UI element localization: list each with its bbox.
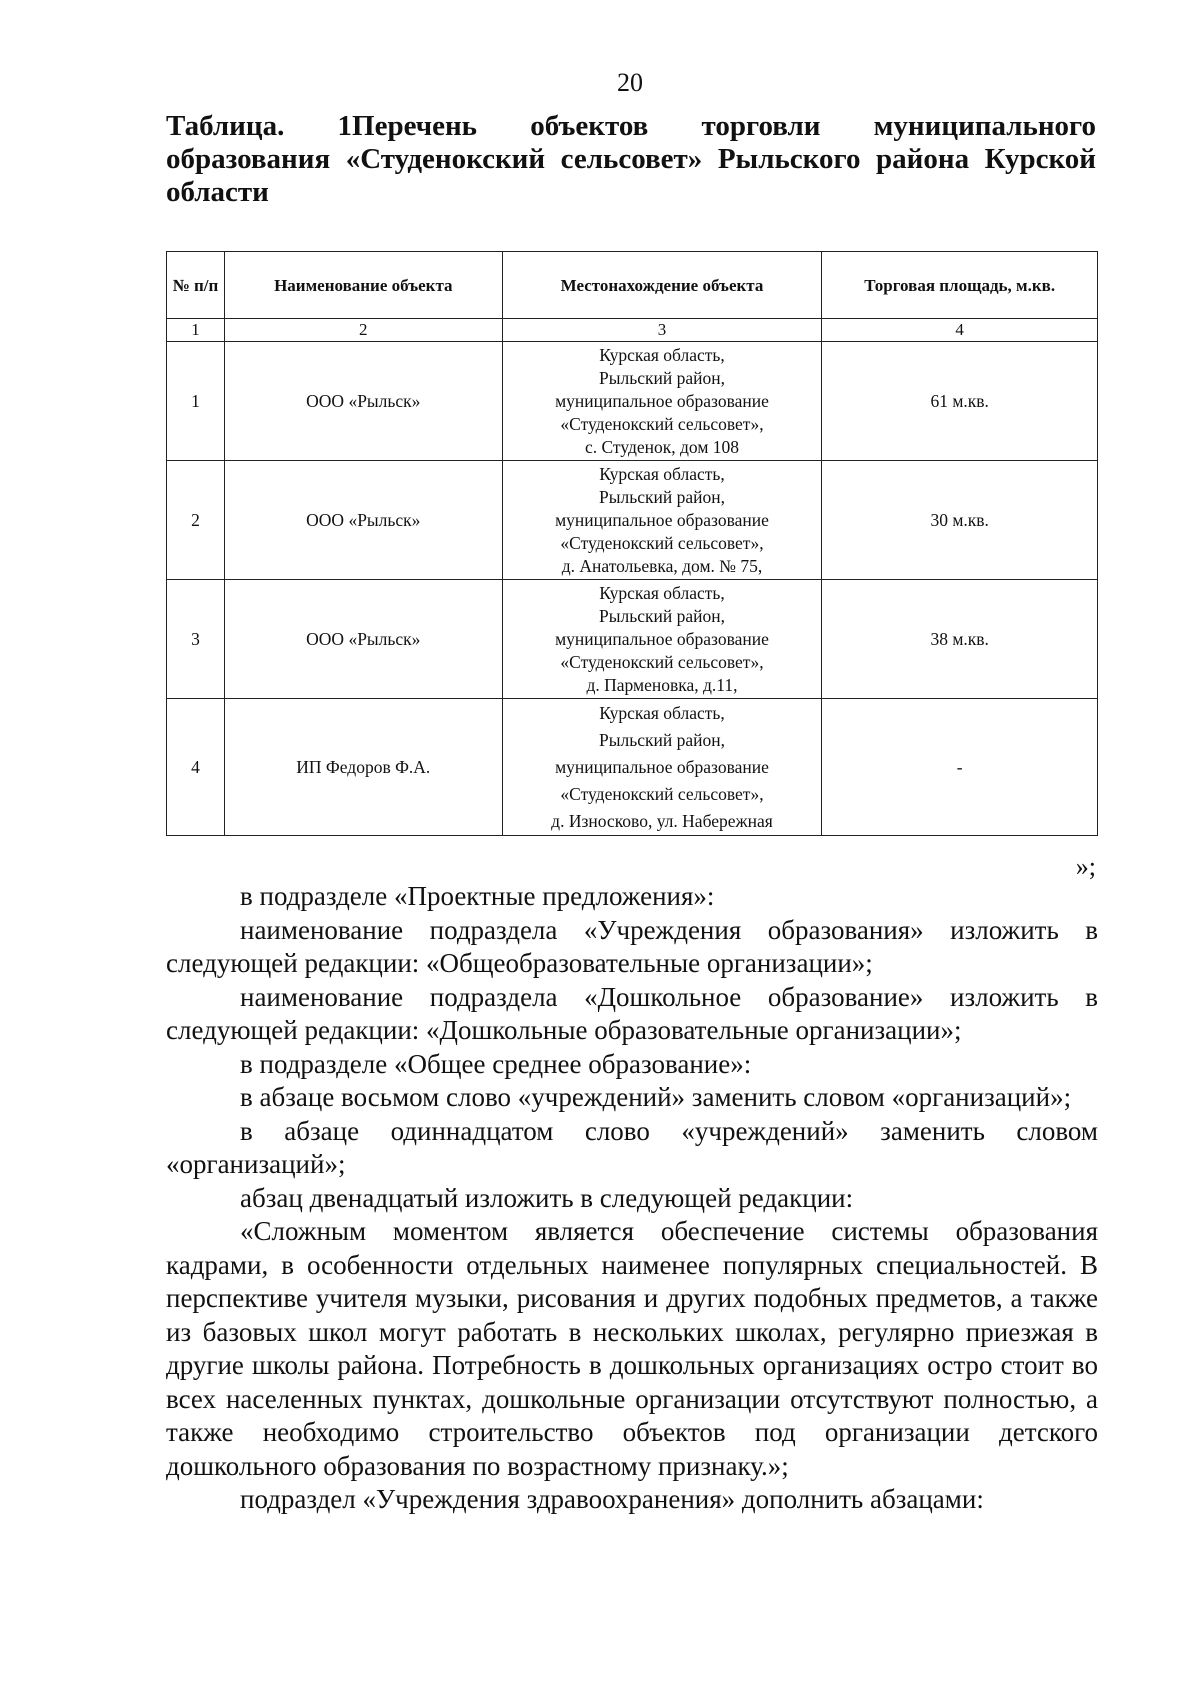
title-line: образования «Студенокский сельсовет» Рыльского района Курской xyxy=(166,143,1096,175)
table-row xyxy=(167,580,1098,699)
trade-objects-table xyxy=(166,251,1098,836)
location-line: Рыльский район, xyxy=(599,486,725,507)
location-line: «Студенокский сельсовет», xyxy=(560,651,764,672)
table-row xyxy=(167,461,1098,580)
paragraph: наименование подраздела «Учреждения образования» изложить в следующей редакции: «Общеобразовательные организации»; xyxy=(166,914,1098,978)
row-number: 1 xyxy=(167,342,225,461)
location-line: муниципальное образование xyxy=(555,628,769,649)
paragraph: наименование подраздела «Дошкольное образование» изложить в следующей редакции: «Дошкольные образовательные организации»; xyxy=(166,981,1098,1045)
paragraph: в абзаце одиннадцатом слово «учреждений» заменить словом «организаций»; xyxy=(166,1115,1098,1179)
location-line: Рыльский район, xyxy=(599,605,725,626)
body-text xyxy=(166,880,1098,1517)
paragraph: в абзаце восьмом слово «учреждений» заменить словом «организаций»; xyxy=(240,1082,1072,1112)
location-line: муниципальное образование xyxy=(555,390,769,411)
column-number: 4 xyxy=(822,319,1098,342)
row-number: 3 xyxy=(167,580,225,699)
object-name: ООО «Рыльск» xyxy=(224,342,502,461)
column-number: 1 xyxy=(167,319,225,342)
location-line: д. Парменовка, д.11, xyxy=(586,674,738,695)
location-line: Курская область, xyxy=(599,702,725,723)
object-area: - xyxy=(822,699,1098,836)
location-line: «Студенокский сельсовет», xyxy=(560,413,764,434)
paragraph: подраздел «Учреждения здравоохранения» дополнить абзацами: xyxy=(240,1484,984,1514)
object-name: ООО «Рыльск» xyxy=(224,580,502,699)
row-number: 4 xyxy=(167,699,225,836)
page-number: 20 xyxy=(617,68,643,97)
location-line: д. Износково, ул. Набережная xyxy=(551,810,773,831)
location-line: муниципальное образование xyxy=(555,756,769,777)
paragraph: абзац двенадцатый изложить в следующей редакции: xyxy=(240,1182,854,1213)
header-location: Местонахождение объекта xyxy=(502,252,822,319)
column-number: 2 xyxy=(224,319,502,342)
location-line: Рыльский район, xyxy=(599,729,725,750)
title-line: области xyxy=(166,176,269,208)
header-name: Наименование объекта xyxy=(224,252,502,319)
location-line: Курская область, xyxy=(599,344,725,365)
location-line: Рыльский район, xyxy=(599,367,725,388)
location-line: Курская область, xyxy=(599,582,725,603)
location-line: муниципальное образование xyxy=(555,509,769,530)
header-area: Торговая площадь, м.кв. xyxy=(822,252,1098,319)
location-line: д. Анатольевка, дом. № 75, xyxy=(561,555,763,576)
table-row xyxy=(167,342,1098,461)
paragraph: в подразделе «Общее среднее образование»: xyxy=(240,1048,752,1079)
object-location xyxy=(502,461,822,580)
object-location xyxy=(502,342,822,461)
object-area: 30 м.кв. xyxy=(822,461,1098,580)
header-number: № п/п xyxy=(167,252,225,319)
object-location xyxy=(502,580,822,699)
location-line: с. Студенок, дом 108 xyxy=(584,436,740,457)
object-area: 38 м.кв. xyxy=(822,580,1098,699)
closing-quote: »; xyxy=(1075,852,1096,881)
row-number: 2 xyxy=(167,461,225,580)
table-row xyxy=(167,699,1098,836)
paragraph: «Сложным моментом является обеспечение системы образования кадрами, в особенности отдельных наименее популярных специальностей. В перспективе учителя музыки, рисования и других подобных предметов, а также из базовых школ могут работать в нескольких школах, регулярно приезжая в другие школы района. Потребность в дошкольных организациях остро стоит во всех населенных пунктах, дошкольные организации отсутствуют полностью, а также необходимо строительство объектов под организации детского дошкольного образования по возрастному признаку.»; xyxy=(166,1216,1098,1481)
column-number-row xyxy=(167,319,1098,342)
location-line: «Студенокский сельсовет», xyxy=(560,783,764,804)
paragraph: в подразделе «Проектные предложения»: xyxy=(240,881,715,911)
object-area: 61 м.кв. xyxy=(822,342,1098,461)
title-line: Таблица. 1Перечень объектов торговли муниципального xyxy=(166,110,1096,142)
location-line: Курская область, xyxy=(599,463,725,484)
object-name: ООО «Рыльск» xyxy=(224,461,502,580)
column-number: 3 xyxy=(502,319,822,342)
object-location xyxy=(502,699,822,836)
document-title xyxy=(166,110,1096,209)
object-name: ИП Федоров Ф.А. xyxy=(224,699,502,836)
location-line: «Студенокский сельсовет», xyxy=(560,532,764,553)
table-header-row xyxy=(167,252,1098,319)
